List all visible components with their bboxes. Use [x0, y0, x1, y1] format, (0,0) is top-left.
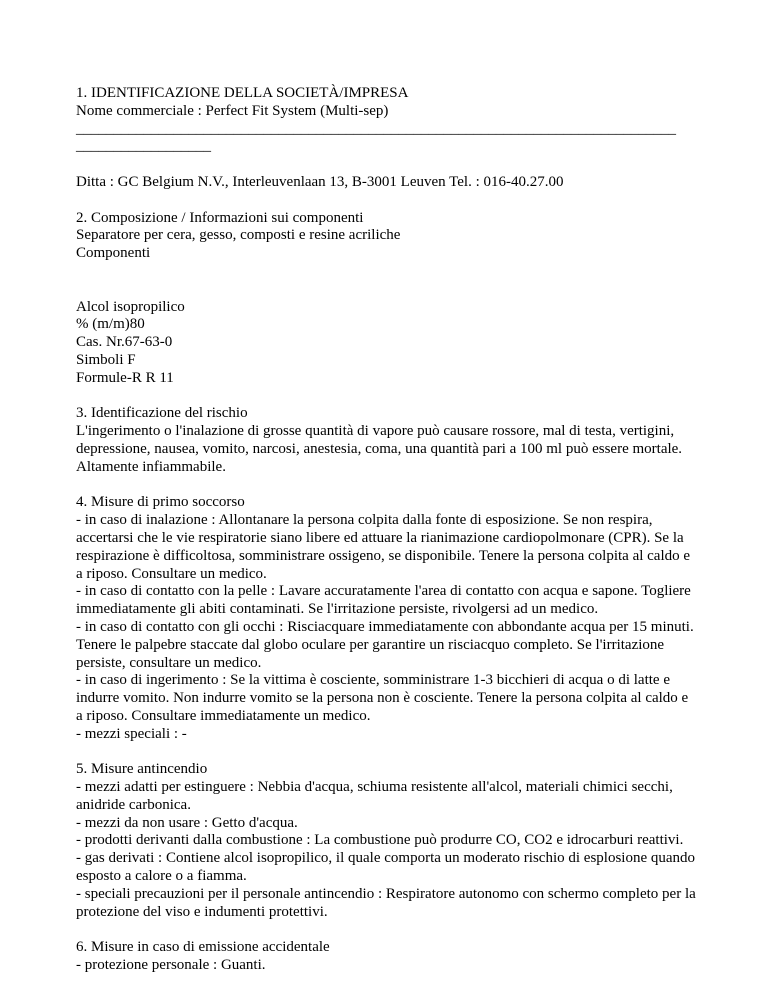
component-percent: % (m/m)80: [76, 316, 145, 333]
company-info: Ditta : GC Belgium N.V., Interleuvenlaan 13, B-3001 Leuven Tel. : 016-40.27.00: [76, 173, 564, 190]
first-aid-special: - mezzi speciali : -: [76, 725, 187, 742]
components-label: Componenti: [76, 245, 151, 262]
personal-protection: - protezione personale : Guanti.: [76, 957, 266, 974]
trade-name: Nome commerciale : Perfect Fit System (Multi-sep): [76, 102, 389, 119]
section-5-heading: 5. Misure antincendio: [76, 761, 208, 778]
fire-gas: - gas derivati : Contiene alcol isopropilico, il quale comporta un moderato rischio di esplosione quando esposto a calore o a fiamma.: [76, 850, 696, 885]
risk-text: L'ingerimento o l'inalazione di grosse quantità di vapore può causare rossore, mal di testa, vertigini, depressione, nausea, vomito, narcosi, anestesia, coma, una quantità pari a 100 ml può essere mortale. Altamente infiammabile.: [76, 423, 683, 475]
separator-rule-short: __________________: [76, 138, 211, 155]
separator-rule: ________________________________________________________________________________: [76, 120, 676, 137]
fire-combustion-products: - prodotti derivanti dalla combustione : La combustione può produrre CO, CO2 e idrocarburi reattivi.: [76, 832, 684, 849]
section-1-heading: 1. IDENTIFICAZIONE DELLA SOCIETÀ/IMPRESA: [76, 85, 409, 101]
first-aid-skin: - in caso di contatto con la pelle : Lavare accuratamente l'area di contatto con acqua e sapone. Togliere immediatamente gli abiti contaminati. Se l'irritazione persiste, rivolgersi ad un medico.: [76, 583, 691, 618]
first-aid-inhalation: - in caso di inalazione : Allontanare la persona colpita dalla fonte di esposizione. Se non respira, accertarsi che le vie respiratorie siano libere ed attuare la rianimazione cardiopolmonare (CPR). Se la respirazione è difficoltosa, somministrare ossigeno, se disponibile. Tenere la persona colpita al caldo e a riposo. Consultare un medico.: [76, 512, 691, 582]
section-2-heading: 2. Composizione / Informazioni sui componenti: [76, 209, 364, 226]
first-aid-ingestion: - in caso di ingerimento : Se la vittima è cosciente, somministrare 1-3 bicchieri di acqua o di latte e indurre vomito. Non indurre vomito se la persona non è cosciente. Tenere la persona colpita al caldo e a riposo. Consultare immediatamente un medico.: [76, 672, 689, 724]
section-3-heading: 3. Identificazione del rischio: [76, 405, 248, 422]
first-aid-eyes: - in caso di contatto con gli occhi : Risciacquare immediatamente con abbondante acqua per 15 minuti. Tenere le palpebre staccate dal globo oculare per garantire un risciacquo completo. Se l'irritazione persiste, consultare un medico.: [76, 618, 694, 671]
product-description: Separatore per cera, gesso, composti e resine acriliche: [76, 227, 401, 244]
component-r-formula: Formule-R R 11: [76, 369, 174, 386]
fire-precautions: - speciali precauzioni per il personale antincendio : Respiratore autonomo con schermo completo per la protezione del viso e indumenti protettivi.: [76, 885, 696, 920]
fire-suitable-means: - mezzi adatti per estinguere : Nebbia d'acqua, schiuma resistente all'alcol, materiali chimici secchi, anidride carbonica.: [76, 779, 673, 813]
fire-unsuitable-means: - mezzi da non usare : Getto d'acqua.: [76, 814, 298, 831]
component-symbols: Simboli F: [76, 351, 136, 368]
section-4-heading: 4. Misure di primo soccorso: [76, 494, 245, 511]
section-6-heading: 6. Misure in caso di emissione accidentale: [76, 939, 330, 956]
component-name: Alcol isopropilico: [76, 298, 185, 315]
component-cas: Cas. Nr.67-63-0: [76, 334, 173, 351]
